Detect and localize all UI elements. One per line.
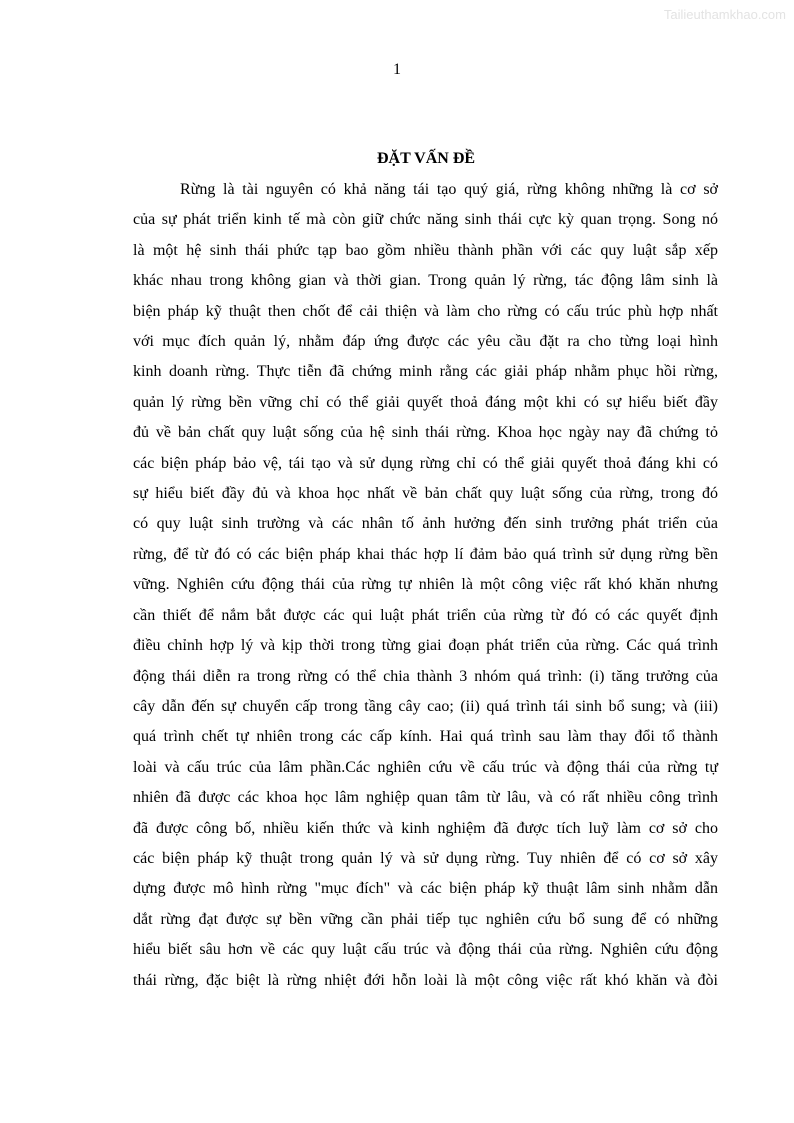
paragraph-line: quá trình chết tự nhiên trong các cấp kính. Hai quá trình sau làm thay đổi tổ thành (133, 728, 718, 746)
paragraph-line: với mục đích quản lý, nhằm đáp ứng được các yêu cầu đặt ra cho từng loại hình (133, 333, 718, 351)
paragraph-line: biện pháp kỹ thuật then chốt để cải thiện và làm cho rừng có cấu trúc phù hợp nhất (133, 302, 718, 320)
paragraph-line: là một hệ sinh thái phức tạp bao gồm nhiều thành phần với các quy luật sắp xếp (133, 241, 718, 259)
paragraph-line: kinh doanh rừng. Thực tiễn đã chứng minh rằng các giải pháp nhằm phục hồi rừng, (133, 363, 718, 381)
paragraph-line: dựng được mô hình rừng "mục đích" và các biện pháp kỹ thuật lâm sinh nhằm dẫn (133, 880, 718, 898)
paragraph-line: sự hiểu biết đầy đủ và khoa học nhất về bản chất quy luật sống của rừng, trong đó (133, 485, 718, 503)
section-title: ĐẶT VẤN ĐỀ (376, 150, 476, 167)
paragraph-line: có quy luật sinh trường và các nhân tố ảnh hưởng đến sinh trưởng phát triển của (133, 515, 718, 533)
paragraph-line: hiểu biết sâu hơn về các quy luật cấu trúc và động thái của rừng. Nghiên cứu động (133, 941, 718, 959)
paragraph-line: cần thiết để nắm bắt được các qui luật phát triển của rừng từ đó có các quyết định (133, 606, 718, 624)
page-number: 1 (393, 61, 401, 78)
paragraph-line: điều chỉnh hợp lý và kịp thời trong từng giai đoạn phát triển của rừng. Các quá trình (133, 637, 718, 655)
paragraph-line: của sự phát triển kinh tế mà còn giữ chức năng sinh thái cực kỳ quan trọng. Song nó (133, 211, 718, 229)
paragraph-line: dắt rừng đạt được sự bền vững cần phải tiếp tục nghiên cứu bổ sung để có những (133, 910, 718, 928)
paragraph-line: các biện pháp kỹ thuật trong quản lý và sử dụng rừng. Tuy nhiên để có cơ sở xây (133, 849, 718, 867)
paragraph-line: đủ về bản chất quy luật sống của hệ sinh thái rừng. Khoa học ngày nay đã chứng tỏ (133, 424, 718, 442)
body-paragraph (133, 175, 718, 996)
paragraph-line: cây dẫn đến sự chuyển cấp trong tầng cây cao; (ii) quá trình tái sinh bổ sung; và (iii) (133, 697, 718, 715)
paragraph-line: rừng, để từ đó có các biện pháp khai thác hợp lí đảm bảo quá trình sử dụng rừng bền (133, 545, 718, 563)
paragraph-line: nhiên đã được các khoa học lâm nghiệp quan tâm từ lâu, và có rất nhiều công trình (133, 789, 718, 807)
paragraph-line: quản lý rừng bền vững chỉ có thể giải quyết thoả đáng một khi có sự hiểu biết đầy (133, 393, 718, 411)
paragraph-line: khác nhau trong không gian và thời gian. Trong quản lý rừng, tác động lâm sinh là (133, 272, 718, 290)
paragraph-line: Rừng là tài nguyên có khả năng tái tạo quý giá, rừng không những là cơ sở (180, 181, 718, 198)
watermark-text: Tailieuthamkhao.com (663, 7, 786, 22)
paragraph-line: động thái diễn ra trong rừng có thể chia thành 3 nhóm quá trình: (i) tăng trưởng của (133, 667, 718, 685)
paragraph-line: loài và cấu trúc của lâm phần.Các nghiên cứu về cấu trúc và động thái của rừng tự (133, 758, 718, 776)
paragraph-line: thái rừng, đặc biệt là rừng nhiệt đới hỗn loài là một công việc rất khó khăn và đòi (133, 971, 718, 989)
paragraph-line: vững. Nghiên cứu động thái của rừng tự nhiên là một công việc rất khó khăn nhưng (133, 576, 718, 594)
paragraph-line: các biện pháp bảo vệ, tái tạo và sử dụng rừng chỉ có thể giải quyết thoả đáng khi có (133, 454, 718, 472)
paragraph-line: đã được công bố, nhiều kiến thức và kinh nghiệm đã được tích luỹ làm cơ sở cho (133, 819, 718, 837)
